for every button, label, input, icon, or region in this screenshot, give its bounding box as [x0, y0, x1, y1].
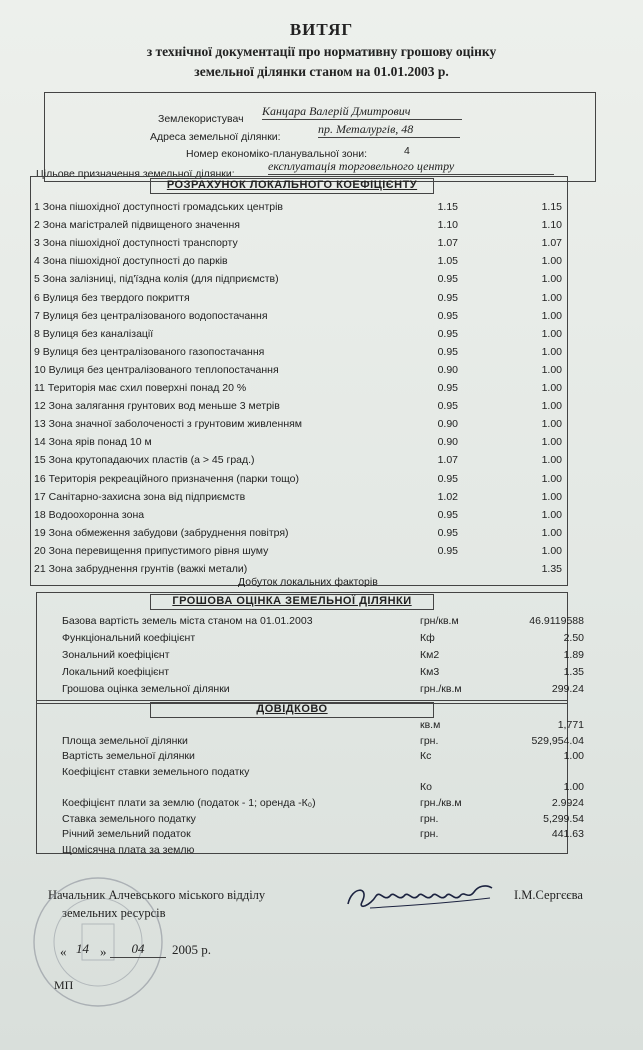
- local-row: [34, 343, 560, 361]
- local-row-value-2: 1.00: [541, 255, 562, 268]
- local-row: [34, 361, 560, 379]
- zone-value: 4: [404, 145, 410, 157]
- reference-row-value: 5,299.54: [543, 812, 584, 825]
- reference-row: [62, 841, 562, 859]
- reference-row-unit: Ко: [420, 781, 432, 794]
- local-row-name: 19 Зона обмеження забудови (забруднення повітря): [34, 526, 289, 539]
- local-row-name: 13 Зона значної заболоченості з грунтовим живленням: [34, 418, 303, 431]
- date-month: 04: [110, 941, 166, 958]
- local-row-value-2: 1.00: [541, 345, 562, 358]
- local-row: [34, 379, 560, 397]
- local-row-value-2: 1.00: [541, 309, 562, 322]
- local-row-name: 2 Зона магістралей підвищеного значення: [34, 219, 240, 232]
- local-row-value-2: 1.00: [541, 382, 562, 394]
- local-row-value-1: 0.90: [437, 418, 458, 431]
- local-row-value-2: 1.15: [541, 201, 562, 213]
- local-row-value-2: 1.00: [541, 454, 562, 467]
- local-row-value-1: 1.15: [437, 201, 458, 213]
- local-row-value-2: 1.00: [541, 490, 562, 503]
- reference-row-name: Ставка земельного податку: [62, 812, 196, 825]
- valuation-row-value: 299.24: [551, 683, 584, 695]
- local-row-name: 3 Зона пішохідної доступності транспорту: [34, 237, 238, 250]
- local-row-value-1: 1.07: [437, 237, 458, 250]
- valuation-row: [62, 629, 584, 647]
- local-row: [34, 451, 560, 469]
- local-row-value-1: 1.05: [437, 255, 458, 268]
- reference-row-value: 1.00: [563, 781, 584, 794]
- local-row-value-1: 1.07: [437, 454, 458, 467]
- local-row-name: 11 Територія має схил поверхні понад 20 %: [34, 382, 247, 394]
- reference-row-name: Коефіцієнт ставки земельного податку: [62, 765, 250, 778]
- local-row: [34, 542, 560, 560]
- local-row-value-1: 0.95: [437, 400, 458, 413]
- document-title: ВИТЯГ: [289, 20, 354, 39]
- address-value: пр. Металургів, 48: [318, 122, 460, 138]
- reference-row-name: Щомісячна плата за землю: [62, 843, 195, 856]
- local-row-value-2: 1.00: [541, 291, 562, 304]
- local-row: [34, 216, 560, 234]
- user-label: Землекористувач: [158, 113, 244, 125]
- local-row-name: 6 Вулиця без твердого покриття: [34, 291, 190, 304]
- valuation-row-unit: грн./кв.м: [420, 683, 462, 695]
- reference-row-name: Коефіцієнт плати за землю (податок - 1; оренда -К₀): [62, 797, 316, 809]
- signer-name: І.М.Сергєєва: [514, 888, 583, 902]
- local-row-name: 9 Вулиця без централізованого газопостачання: [34, 345, 265, 358]
- local-row-name: 20 Зона перевищення припустимого рівня шуму: [34, 544, 269, 557]
- local-row: [34, 234, 560, 252]
- local-row-value-2: 1.00: [541, 363, 562, 376]
- valuation-row-unit: Км2: [420, 649, 440, 661]
- local-row: [34, 397, 560, 415]
- local-row: [34, 470, 560, 488]
- local-row: [34, 433, 560, 451]
- local-row-value-1: 0.95: [437, 273, 458, 286]
- date-year: 2005 р.: [172, 942, 211, 957]
- local-row-value-2: 1.35: [541, 563, 562, 575]
- user-value: Канцара Валерій Дмитрович: [262, 104, 462, 120]
- local-row-value-2: 1.00: [541, 400, 562, 413]
- reference-row-value: 2.9924: [551, 797, 584, 809]
- local-row-value-1: 0.90: [437, 436, 458, 449]
- valuation-row-name: Локальний коефіцієнт: [62, 666, 170, 678]
- local-row-value-1: 0.95: [437, 345, 458, 358]
- valuation-row-unit: Км3: [420, 666, 440, 678]
- reference-row-name: Вартість земельної ділянки: [62, 750, 195, 763]
- valuation-row-value: 1.35: [563, 666, 584, 678]
- local-row: [34, 198, 560, 216]
- valuation-row-name: Функціональний коефіцієнт: [62, 632, 196, 644]
- reference-row-value: 441.63: [551, 828, 584, 841]
- valuation-row-unit: грн/кв.м: [420, 615, 459, 627]
- local-row: [34, 325, 560, 343]
- local-row-value-1: 0.95: [437, 382, 458, 394]
- document-subtitle-line2: земельної ділянки станом на 01.01.2003 р.: [194, 64, 449, 79]
- local-row-name: 15 Зона крутопадаючих пластів (а > 45 град.): [34, 454, 255, 467]
- local-row-value-1: 0.95: [437, 472, 458, 485]
- valuation-row-name: Зональний коефіцієнт: [62, 649, 170, 661]
- reference-row-unit: грн.: [420, 828, 439, 841]
- local-row-name: 8 Вулиця без каналізації: [34, 327, 154, 340]
- document-subtitle-line1: з технічної документації про нормативну грошову оцінку: [146, 44, 497, 59]
- reference-row-unit: грн./кв.м: [420, 797, 462, 809]
- local-row-name: 17 Санітарно-захисна зона від підприємств: [34, 490, 246, 503]
- date-open-quote: «: [60, 944, 67, 959]
- local-row-value-2: 1.00: [541, 508, 562, 521]
- local-row-name: 14 Зона ярів понад 10 м: [34, 436, 152, 449]
- local-row-value-1: 0.95: [437, 309, 458, 322]
- reference-row-unit: Кс: [420, 750, 432, 763]
- reference-row-name: Площа земельної ділянки: [62, 734, 188, 747]
- local-row: [34, 289, 560, 307]
- signature-image: [340, 876, 500, 918]
- local-row-name: 10 Вулиця без централізованого теплопостачання: [34, 363, 279, 376]
- local-row-value-2: 1.10: [541, 219, 562, 232]
- local-row-value-2: 1.00: [541, 418, 562, 431]
- local-row-value-2: 1.00: [541, 472, 562, 485]
- reference-row-value: 1,771: [557, 719, 584, 731]
- valuation-row-value: 46.9119588: [529, 615, 584, 627]
- reference-row-unit: кв.м: [420, 719, 441, 731]
- reference-row-value: 1.00: [563, 750, 584, 763]
- product-label: Добуток локальних факторів: [238, 576, 378, 588]
- position-line2: земельних ресурсів: [62, 906, 166, 920]
- date-day: 14: [76, 941, 89, 956]
- valuation-row-name: Базова вартість земель міста станом на 01.01.2003: [62, 615, 313, 627]
- reference-row-unit: грн.: [420, 812, 439, 825]
- purpose-value: експлуатація торговельного центру: [268, 159, 554, 175]
- local-row-value-1: 0.95: [437, 526, 458, 539]
- local-row-name: 16 Територія рекреаційного призначення (парки тощо): [34, 472, 300, 485]
- local-header: РОЗРАХУНОК ЛОКАЛЬНОГО КОЕФІЦІЄНТУ: [150, 178, 434, 194]
- local-row: [34, 524, 560, 542]
- local-row: [34, 415, 560, 433]
- local-row-value-1: 0.90: [437, 363, 458, 376]
- local-row-name: 1 Зона пішохідної доступності громадських центрів: [34, 201, 284, 213]
- local-row-value-2: 1.07: [541, 237, 562, 250]
- local-row-name: 4 Зона пішохідної доступності до парків: [34, 255, 228, 268]
- local-row-value-2: 1.00: [541, 327, 562, 340]
- valuation-row: [62, 646, 584, 664]
- local-row-value-1: 1.10: [437, 219, 458, 232]
- local-row-value-1: 0.95: [437, 291, 458, 304]
- reference-row-name: Річний земельний податок: [62, 828, 191, 841]
- local-row: [34, 270, 560, 288]
- local-row: [34, 252, 560, 270]
- valuation-row: [62, 680, 584, 698]
- local-row-value-2: 1.00: [541, 544, 562, 557]
- local-row-value-2: 1.00: [541, 273, 562, 286]
- valuation-row: [62, 612, 584, 630]
- reference-row-value: 529,954.04: [531, 734, 584, 747]
- zone-label: Номер економіко-планувальної зони:: [186, 148, 368, 160]
- reference-header: ДОВІДКОВО: [150, 702, 434, 718]
- reference-row-unit: грн.: [420, 734, 439, 747]
- local-row-value-1: 1.02: [437, 490, 458, 503]
- local-row-name: 12 Зона залягання грунтових вод меньше 3 метрів: [34, 400, 280, 413]
- position-line1: Начальник Алчевського міського відділу: [48, 888, 266, 902]
- local-row: [34, 488, 560, 506]
- date-close-quote: »: [100, 944, 107, 959]
- valuation-row: [62, 663, 584, 681]
- local-row-value-1: 0.95: [437, 508, 458, 521]
- local-row-value-1: 0.95: [437, 327, 458, 340]
- purpose-label: Цільове призначення земельної ділянки:: [36, 168, 235, 180]
- local-row-name: 18 Водоохоронна зона: [34, 508, 145, 521]
- local-row-name: 7 Вулиця без централізованого водопостачання: [34, 309, 268, 322]
- local-row-value-2: 1.00: [541, 436, 562, 449]
- local-row: [34, 307, 560, 325]
- valuation-row-name: Грошова оцінка земельної ділянки: [62, 683, 230, 695]
- address-label: Адреса земельної ділянки:: [150, 131, 281, 143]
- valuation-row-value: 1.89: [563, 649, 584, 661]
- local-row-value-1: 0.95: [437, 544, 458, 557]
- valuation-row-unit: Кф: [420, 632, 435, 644]
- valuation-row-value: 2.50: [563, 632, 584, 644]
- valuation-header: ГРОШОВА ОЦІНКА ЗЕМЕЛЬНОЇ ДІЛЯНКИ: [150, 594, 434, 610]
- local-row-name: 5 Зона залізниці, під'їздна колія (для підприємств): [34, 273, 279, 286]
- local-row-value-2: 1.00: [541, 526, 562, 539]
- local-row: [34, 506, 560, 524]
- local-row-name: 21 Зона забруднення грунтів (важкі метали): [34, 563, 248, 575]
- stamp-place-label: МП: [54, 978, 74, 992]
